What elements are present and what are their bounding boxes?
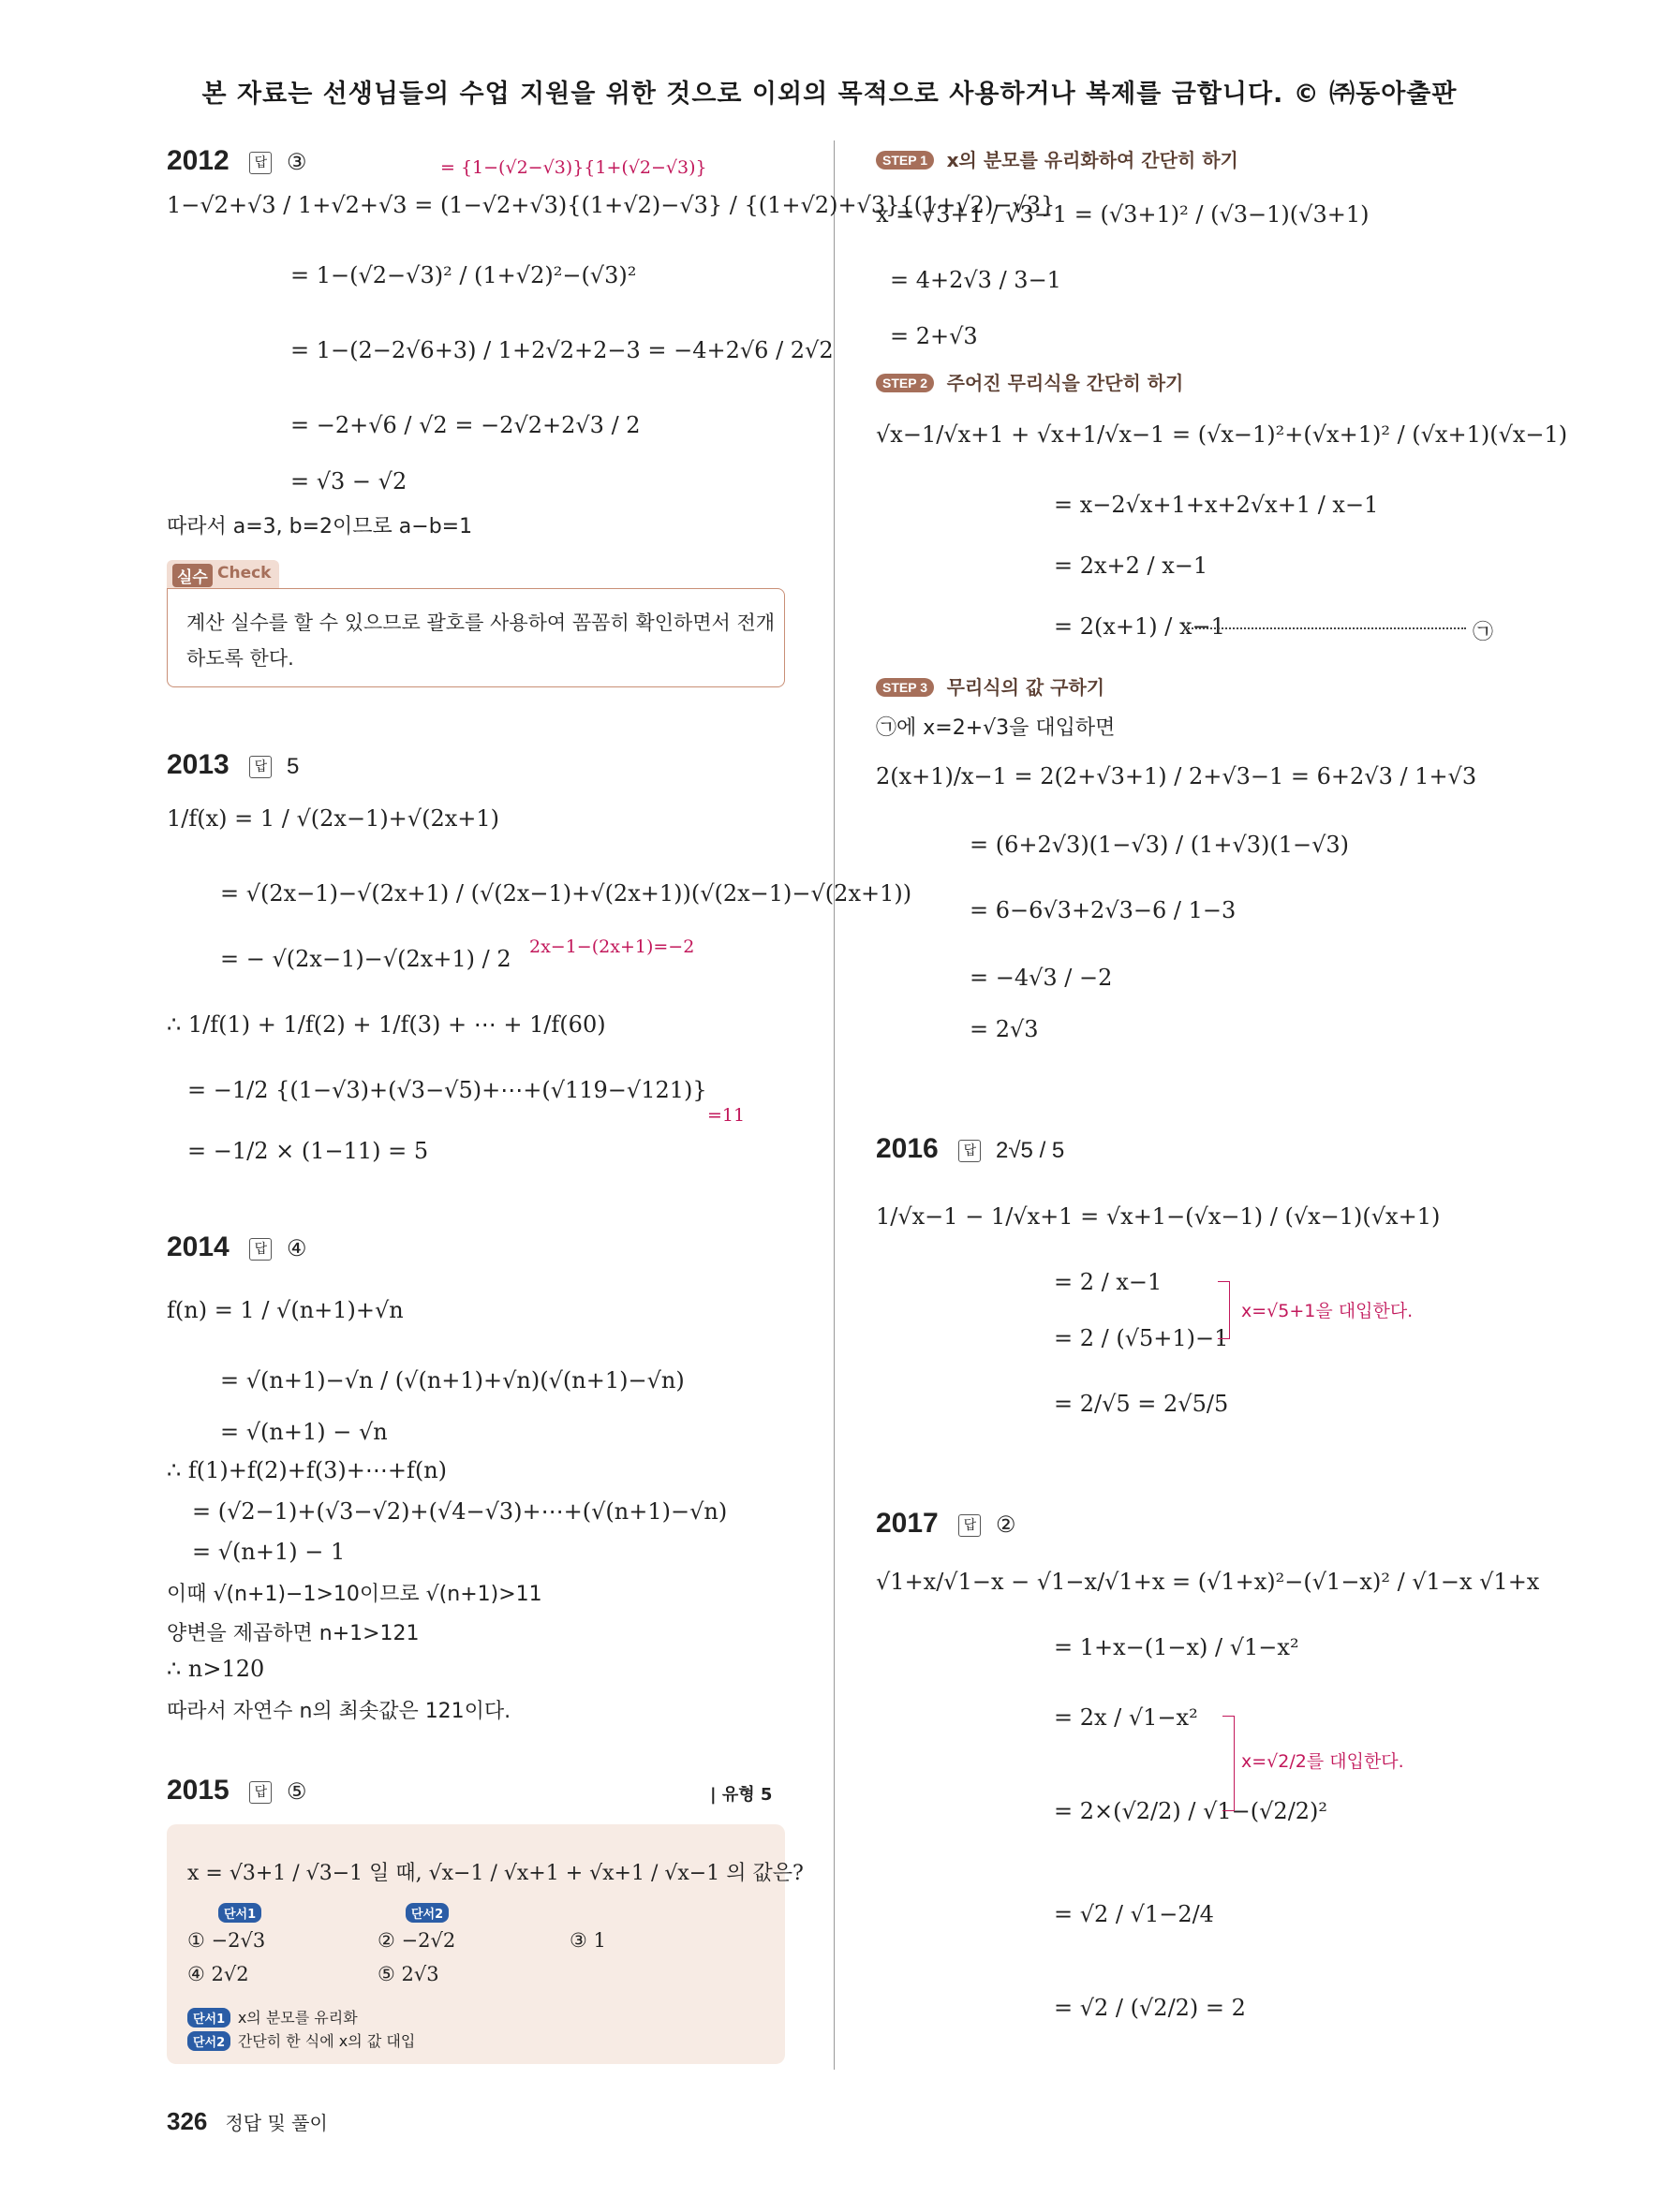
solution-line: = 2/√5 = 2√5/5	[1054, 1391, 1229, 1417]
solution-line: = − √(2x−1)−√(2x+1) / 2	[220, 946, 511, 972]
solution-line: ㉠에 x=2+√3을 대입하면	[876, 716, 1116, 740]
hint-1	[187, 2002, 358, 2028]
answer-icon: 답	[958, 1514, 981, 1537]
solution-line: = √2 / (√2/2) = 2	[1054, 1995, 1246, 2021]
equation-mark: ㉠	[1473, 621, 1494, 644]
problem-2016-header	[876, 1133, 1064, 1165]
solution-line: x = √3+1 / √3−1 = (√3+1)² / (√3−1)(√3+1)	[876, 201, 1370, 228]
solution-line: 양변을 제곱하면 n+1>121	[167, 1622, 420, 1645]
step-1-header	[876, 145, 1238, 172]
bracket	[1222, 1716, 1235, 1811]
hint-tag-2	[406, 1897, 449, 1924]
choice-4[interactable]: ④ 2√2	[187, 1963, 249, 1985]
solution-line: = √(n+1) − 1	[192, 1539, 346, 1565]
annotation: =11	[707, 1105, 746, 1126]
problem-number: 2017	[876, 1508, 939, 1539]
solution-line: = 2x / √1−x²	[1054, 1704, 1198, 1731]
answer-icon: 답	[249, 756, 272, 778]
answer: ⑤	[287, 1779, 307, 1805]
solution-line: = 4+2√3 / 3−1	[890, 267, 1061, 293]
problem-number: 2013	[167, 749, 230, 780]
hint-label: 단서2	[406, 1903, 449, 1923]
step-3-header	[876, 672, 1104, 700]
solution-line: = x−2√x+1+x+2√x+1 / x−1	[1054, 492, 1379, 518]
step-badge: STEP 1	[876, 151, 934, 170]
solution-line: = 2x+2 / x−1	[1054, 553, 1208, 579]
solution-line: = 6−6√3+2√3−6 / 1−3	[970, 897, 1237, 923]
solution-line: 1/√x−1 − 1/√x+1 = √x+1−(√x−1) / (√x−1)(√x+1)	[876, 1203, 1441, 1230]
hint-label: 단서1	[187, 2008, 230, 2028]
problem-2017-header	[876, 1508, 1016, 1540]
solution-line: 1−√2+√3 / 1+√2+√3 = (1−√2+√3){(1+√2)−√3} / {(1+√2)+√3}{(1+√2)−√3}	[167, 192, 1056, 218]
conclusion: 따라서 자연수 n의 최솟값은 121이다.	[167, 1700, 511, 1723]
solution-line: = √3 − √2	[290, 468, 407, 494]
solution-line: = −1/2 {(1−√3)+(√3−√5)+⋯+(√119−√121)}	[187, 1077, 707, 1103]
solution-line: = √(n+1) − √n	[220, 1419, 388, 1445]
solution-line: = 1−(√2−√3)² / (1+√2)²−(√3)²	[290, 262, 637, 288]
solution-line: √x−1/√x+1 + √x+1/√x−1 = (√x−1)²+(√x+1)² / (√x+1)(√x−1)	[876, 421, 1568, 448]
problem-number: 2014	[167, 1231, 230, 1262]
step-badge: STEP 3	[876, 678, 934, 697]
step-title: 주어진 무리식을 간단히 하기	[946, 372, 1184, 394]
choice-2[interactable]: ② −2√2	[378, 1929, 456, 1952]
solution-line: = 2 / (√5+1)−1	[1054, 1325, 1229, 1351]
solution-line: = 2 / x−1	[1054, 1269, 1163, 1295]
question: x = √3+1 / √3−1 일 때, √x−1 / √x+1 + √x+1 / √x−1 의 값은?	[187, 1862, 804, 1885]
answer: ④	[287, 1236, 307, 1261]
solution-line: = 2×(√2/2) / √1−(√2/2)²	[1054, 1798, 1328, 1824]
solution-line: = (√2−1)+(√3−√2)+(√4−√3)+⋯+(√(n+1)−√n)	[192, 1498, 728, 1525]
column-divider	[834, 140, 835, 2070]
type-label: 유형 5	[721, 1785, 773, 1805]
step-2-header	[876, 368, 1183, 395]
bracket	[1218, 1281, 1230, 1339]
solution-line: ∴ n>120	[167, 1656, 265, 1682]
problem-2012-header	[167, 145, 307, 177]
hint-label: 단서1	[218, 1903, 261, 1923]
solution-line: = √(2x−1)−√(2x+1) / (√(2x−1)+√(2x+1))(√(2x−1)−√(2x+1))	[220, 880, 912, 907]
answer: ②	[996, 1512, 1016, 1538]
solution-line: √1+x/√1−x − √1−x/√1+x = (√1+x)²−(√1−x)² / √1−x √1+x	[876, 1569, 1540, 1595]
step-badge: STEP 2	[876, 374, 934, 392]
annotation: 2x−1−(2x+1)=−2	[529, 936, 695, 957]
solution-line: 이때 √(n+1)−1>10이므로 √(n+1)>11	[167, 1583, 542, 1606]
hint-text: 간단히 한 식에 x의 값 대입	[237, 2032, 416, 2050]
solution-line: = −4√3 / −2	[970, 965, 1113, 991]
choice-1[interactable]: ① −2√3	[187, 1929, 266, 1952]
choice-3[interactable]: ③ 1	[570, 1929, 606, 1952]
answer-icon: 답	[958, 1140, 981, 1162]
hint-text: x의 분모를 유리화	[237, 2009, 358, 2027]
check-text: 계산 실수를 할 수 있으므로 괄호를 사용하여 꼼꼼히 확인하면서 전개	[186, 612, 776, 634]
solution-line: = 2√3	[970, 1016, 1039, 1042]
solution-line: = 2(x+1) / x−1	[1054, 613, 1225, 640]
dotted-leader	[1185, 627, 1466, 629]
answer: 5	[287, 754, 300, 779]
answer-icon: 답	[249, 1238, 272, 1261]
check-label: Check	[217, 564, 272, 582]
solution-line: f(n) = 1 / √(n+1)+√n	[167, 1297, 404, 1323]
section-title: 정답 및 풀이	[225, 2112, 328, 2134]
solution-line: = √2 / √1−2/4	[1054, 1901, 1214, 1927]
answer-icon: 답	[249, 1781, 272, 1804]
problem-number: 2016	[876, 1133, 939, 1164]
solution-line: ∴ 1/f(1) + 1/f(2) + 1/f(3) + ⋯ + 1/f(60)	[167, 1011, 606, 1038]
problem-number: 2012	[167, 145, 230, 176]
problem-box	[167, 1824, 804, 2064]
check-text: 하도록 한다.	[186, 647, 294, 670]
problem-2014-header	[167, 1231, 307, 1263]
annotation: = {1−(√2−√3)}{1+(√2−√3)}	[440, 157, 707, 178]
solution-line: = 1+x−(1−x) / √1−x²	[1054, 1634, 1299, 1660]
conclusion: 따라서 a=3, b=2이므로 a−b=1	[167, 515, 473, 538]
hint-tag-1	[218, 1897, 261, 1924]
answer: 2√5 / 5	[996, 1138, 1065, 1163]
choice-5[interactable]: ⑤ 2√3	[378, 1963, 439, 1985]
hint-label: 단서2	[187, 2031, 230, 2051]
solution-line: ∴ f(1)+f(2)+f(3)+⋯+f(n)	[167, 1457, 448, 1483]
solution-line: 1/f(x) = 1 / √(2x−1)+√(2x+1)	[167, 805, 499, 832]
solution-line: = √(n+1)−√n / (√(n+1)+√n)(√(n+1)−√n)	[220, 1367, 685, 1394]
solution-line: = 2+√3	[890, 323, 978, 349]
copyright-notice: 본 자료는 선생님들의 수업 지원을 위한 것으로 이외의 목적으로 사용하거나 복제를 금합니다. © ㈜동아출판	[201, 80, 1458, 109]
solution-line: = 1−(2−2√6+3) / 1+2√2+2−3 = −4+2√6 / 2√2	[290, 337, 834, 363]
problem-2013-header	[167, 749, 299, 781]
answer-icon: 답	[249, 152, 272, 174]
page-number: 326	[167, 2107, 208, 2135]
solution-line: = −1/2 × (1−11) = 5	[187, 1138, 429, 1164]
check-box	[167, 588, 785, 687]
check-header	[167, 560, 279, 588]
answer: ③	[287, 150, 307, 175]
step-title: 무리식의 값 구하기	[946, 676, 1105, 699]
hint-2	[187, 2026, 415, 2052]
annotation: x=√2/2를 대입한다.	[1241, 1751, 1404, 1772]
type-tag: | 유형 5	[710, 1785, 773, 1805]
page-footer	[167, 2107, 328, 2136]
problem-2015-header	[167, 1775, 307, 1806]
step-title: x의 분모를 유리화하여 간단히 하기	[946, 149, 1238, 171]
problem-number: 2015	[167, 1775, 230, 1806]
solution-line: = −2+√6 / √2 = −2√2+2√3 / 2	[290, 412, 641, 438]
solution-line: = (6+2√3)(1−√3) / (1+√3)(1−√3)	[970, 832, 1350, 858]
annotation: x=√5+1을 대입한다.	[1241, 1301, 1414, 1321]
solution-line: 2(x+1)/x−1 = 2(2+√3+1) / 2+√3−1 = 6+2√3 / 1+√3	[876, 763, 1477, 789]
check-label: 실수	[172, 564, 213, 587]
